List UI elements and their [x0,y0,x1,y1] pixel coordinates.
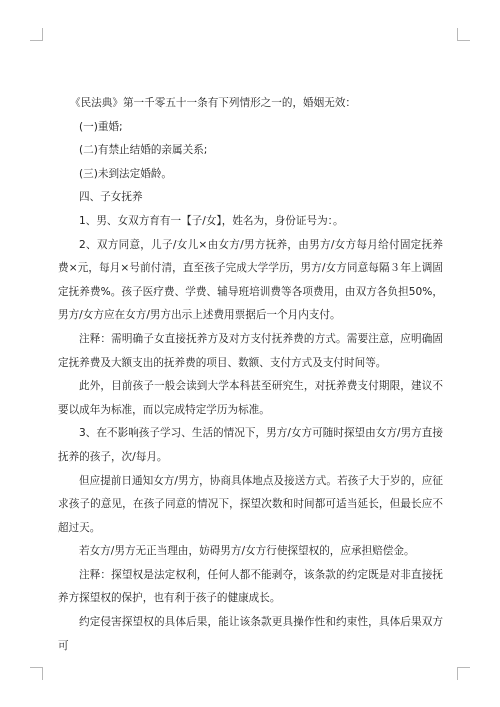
paragraph-note-visitation: 注释：探望权是法定权利，任何人都不能剥夺，该条款的约定既是对非直接抚养方探望权的保护，也有利于孩子的健康成长。 [58,568,443,605]
paragraph-custody-support: 2、双方同意，儿子/女儿×由女方/男方抚养，由男方/女方每月给付固定抚养费×元，每月×号前付清，直至孩子完成大学学历，男方/女方同意每隔３年上调固定抚养费%。孩子医疗费、学费、辅导班培训费等各项费用，由双方各负担50%，男方/女方应在女方/男方出示上述费用票据后一个月内支付。 [58,238,443,322]
list-item-bigamy: (一)重婚; [79,120,123,133]
paragraph-visitation: 3、在不影响孩子学习、生活的情况下，男方/女方可随时探望由女方/男方直接抚养的孩子，次/每月。 [58,427,443,463]
paragraph-visitation-consequences: 约定侵害探望权的具体后果，能让该条款更具操作性和约束性，具体后果双方可 [58,616,443,652]
paragraph-support-period: 此外，目前孩子一般会读到大学本科甚至研究生，对抚养费支付期限，建议不要以成年为标准，而以完成特定学历为标准。 [58,380,443,416]
document-body [58,92,443,658]
paragraph-visitation-obstruction: 若女方/男方无正当理由，妨碍男方/女方行使探望权的，应承担赔偿金。 [79,545,415,558]
paragraph-civil-code-article: 《民法典》第一千零五十一条有下列情形之一的，婚姻无效： [70,97,357,109]
list-item-prohibited-kinship: (二)有禁止结婚的亲属关系; [79,144,208,157]
section-heading-child-custody: 四、子女抚养 [79,191,143,204]
crop-mark-top-right [457,28,470,41]
paragraph-note-support: 注释：需明确子女直接抚养方及对方支付抚养费的方式。需要注意，应明确固定抚养费及大额支出的抚养费的项目、数额、支付方式及支付时间等。 [58,332,443,369]
crop-mark-bottom-left [30,667,43,680]
paragraph-child-info: 1、男、女双方育有一【子/女】，姓名为，身份证号为：。 [79,214,344,227]
crop-mark-bottom-right [457,667,470,680]
paragraph-visitation-notice: 但应提前日通知女方/男方，协商具体地点及接送方式。若孩子大于岁的，应征求孩子的意见，在孩子同意的情况下，探望次数和时间都可适当延长，但最长应不超过天。 [58,474,443,534]
crop-mark-top-left [30,28,43,41]
list-item-underage: (三)未到法定婚龄。 [79,167,173,180]
